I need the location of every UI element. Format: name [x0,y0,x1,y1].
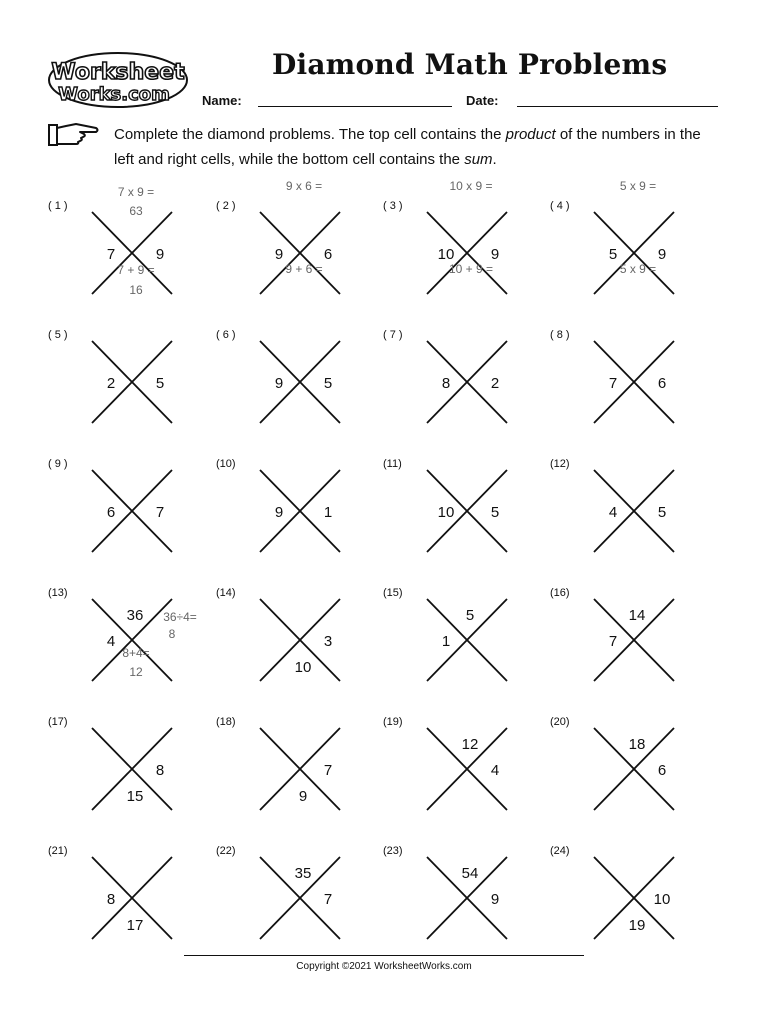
instructions-text-1: Complete the diamond problems. The top cell contains the [114,126,506,143]
problem-number: (18) [216,716,236,728]
diamond-problem [383,845,543,965]
diamond-problem [550,329,710,449]
instructions [114,122,724,172]
diamond-problem [48,716,208,836]
problem-number: (22) [216,845,236,857]
instructions-sum: sum [464,151,493,168]
date-label: Date: [466,93,499,108]
cell-top[interactable]: 5 [465,607,475,624]
cell-right[interactable]: 5 [155,375,165,392]
hint-hint-right-ans: 8 [168,627,176,641]
problem-number: (12) [550,458,570,470]
cell-left[interactable]: 9 [274,246,284,263]
problem-number: (19) [383,716,403,728]
problem-number: (11) [383,458,402,470]
cell-top[interactable]: 35 [294,865,312,882]
hint-hint-top: 5 x 9 = [619,179,657,193]
cell-left[interactable]: 9 [274,375,284,392]
cell-left[interactable]: 7 [608,633,618,650]
diamond-problem [550,845,710,965]
cell-right[interactable]: 1 [323,504,333,521]
hint-hint-top-ans: 63 [129,204,143,218]
cell-bottom[interactable]: 15 [126,788,144,805]
diamond-problem [550,458,710,578]
copyright: Copyright ©2021 WorksheetWorks.com [296,961,472,972]
problem-number: ( 5 ) [48,329,68,341]
problem-number: (21) [48,845,68,857]
hint-hint-bottom-ans: 16 [129,283,143,297]
diamond-problem [216,329,376,449]
name-label: Name: [202,93,242,108]
diamond-problem [48,185,208,320]
problem-number: ( 2 ) [216,200,236,212]
cell-bottom[interactable]: 9 [298,788,308,805]
problem-number: (20) [550,716,570,728]
hint-hint-bottom-ans: 12 [129,665,143,679]
pointing-hand-icon [48,122,100,148]
cell-left[interactable]: 7 [106,246,116,263]
cell-right[interactable]: 4 [490,762,500,779]
hint-hint-top: 10 x 9 = [449,179,493,193]
problem-number: (10) [216,458,236,470]
cell-right[interactable]: 3 [323,633,333,650]
problem-number: ( 1 ) [48,200,68,212]
cell-right[interactable]: 9 [155,246,165,263]
instructions-text-2: of the numbers in the left and right cells, while the bottom cell contains the [114,126,701,168]
diamond-problem [48,845,208,965]
cell-bottom[interactable]: 17 [126,917,144,934]
problem-number: ( 7 ) [383,329,403,341]
problem-number: (23) [383,845,403,857]
page-title: Diamond Math Problems [272,48,668,81]
date-field-line[interactable] [517,106,718,107]
cell-left[interactable]: 9 [274,504,284,521]
cell-top[interactable]: 36 [126,607,144,624]
diamond-problem [48,329,208,449]
diamond-problem [550,587,710,707]
problem-number: ( 4 ) [550,200,570,212]
diamond-problem [216,587,376,707]
instructions-text-3: . [492,151,497,168]
diamond-problem [383,587,543,707]
cell-top[interactable]: 14 [628,607,646,624]
name-field-line[interactable] [258,106,452,107]
instructions-product: product [505,126,556,143]
cell-right[interactable]: 5 [657,504,667,521]
problem-number: ( 9 ) [48,458,68,470]
problem-number: (14) [216,587,236,599]
cell-bottom[interactable]: 10 [294,659,312,676]
cell-right[interactable]: 10 [653,891,671,908]
cell-right[interactable]: 5 [490,504,500,521]
cell-right[interactable]: 7 [323,762,333,779]
cell-right[interactable]: 6 [323,246,333,263]
problem-number: (15) [383,587,403,599]
problem-number: (13) [48,587,68,599]
cell-right[interactable]: 7 [155,504,165,521]
hint-hint-bottom: 8+4= [122,646,150,660]
cell-left[interactable]: 5 [608,246,618,263]
cell-right[interactable]: 9 [490,246,500,263]
diamond-problem [216,845,376,965]
diamond-problem [383,329,543,449]
cell-top[interactable]: 18 [628,736,646,753]
cell-left[interactable]: 10 [437,246,455,263]
cell-left[interactable]: 1 [441,633,451,650]
hint-hint-right: 36÷4= [163,610,197,624]
cell-left[interactable]: 7 [608,375,618,392]
cell-right[interactable]: 9 [490,891,500,908]
cell-right[interactable]: 9 [657,246,667,263]
cell-left[interactable]: 6 [106,504,116,521]
logo-graphic [48,52,188,108]
diamond-problem [216,716,376,836]
hint-hint-bottom: 10 + 9 = [448,262,494,276]
diamond-problem [48,587,208,707]
problem-number: ( 8 ) [550,329,570,341]
diamond-problem [383,458,543,578]
cell-left[interactable]: 8 [106,891,116,908]
problem-number: (16) [550,587,570,599]
cell-left[interactable]: 8 [441,375,451,392]
hint-hint-top: 7 x 9 = [117,185,155,199]
cell-left[interactable]: 4 [608,504,618,521]
cell-right[interactable]: 5 [323,375,333,392]
cell-top[interactable]: 54 [461,865,479,882]
hint-hint-bottom: 7 + 9 = [117,263,155,277]
cell-bottom[interactable]: 19 [628,917,646,934]
logo-line1: Worksheet [51,60,185,85]
problem-number: ( 3 ) [383,200,403,212]
cell-left[interactable]: 10 [437,504,455,521]
diamond-problem [48,458,208,578]
footer-divider [184,955,584,956]
cell-left[interactable]: 2 [106,375,116,392]
problem-number: (17) [48,716,68,728]
diamond-problem [383,179,543,320]
cell-top[interactable]: 12 [461,736,479,753]
cell-right[interactable]: 7 [323,891,333,908]
cell-right[interactable]: 8 [155,762,165,779]
problem-number: (24) [550,845,570,857]
hint-hint-top: 9 x 6 = [285,179,323,193]
hint-hint-bottom: 9 + 6 = [285,262,323,276]
cell-right[interactable]: 6 [657,375,667,392]
diamond-problem [550,179,710,320]
hint-hint-bottom: 5 x 9 = [619,262,657,276]
diamond-problem [216,179,376,320]
logo-line2: Works.com [58,84,170,105]
diamond-problem [216,458,376,578]
diamond-problem [383,716,543,836]
diamond-problem [550,716,710,836]
cell-left[interactable]: 4 [106,633,116,650]
cell-right[interactable]: 6 [657,762,667,779]
problem-number: ( 6 ) [216,329,236,341]
cell-right[interactable]: 2 [490,375,500,392]
worksheetworks-logo [48,52,188,108]
